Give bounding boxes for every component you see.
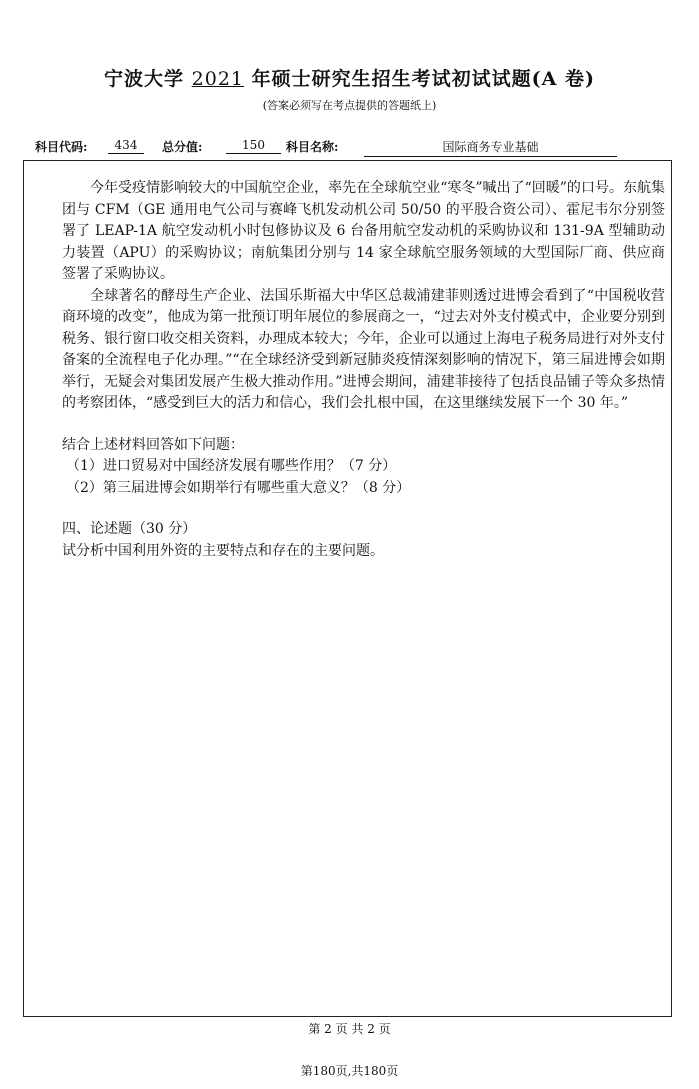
material-paragraph-2: 全球著名的酵母生产企业、法国乐斯福大中华区总裁浦建菲则透过进博会看到了“中国税收营商环境的改变”，他成为第一批预订明年展位的参展商之一，“过去对外支付模式中，企业要分别到税务、银行窗口收交相关资料，办理成本较大；今年，企业可以通过上海电子税务局进行对外支付备案的全流程电子化办理。”“在全球经济受到新冠肺炎疫情深刻影响的情况下，第三届进博会如期举行，无疑会对集团发展产生极大推动作用。”进博会期间，浦建菲接待了包括良品铺子等众多热情的考察团体，“感受到巨大的活力和信心，我们会扎根中国，在这里继续发展下一个 30 年。” <box>62 287 665 411</box>
section-4-title: 四、论述题（30 分） <box>62 521 197 537</box>
subject-meta-row <box>35 138 620 158</box>
section-4-question: 试分析中国利用外资的主要特点和存在的主要问题。 <box>62 542 384 559</box>
subject-name-value: 国际商务专业基础 <box>364 138 617 157</box>
document-page-counter: 第180页,共180页 <box>300 1064 399 1078</box>
exam-subtitle: (答案必须写在考点提供的答题纸上) <box>262 99 437 112</box>
exam-title <box>0 64 699 91</box>
total-score-value: 150 <box>226 138 281 154</box>
title-suffix: 年硕士研究生招生考试初试试题(A 卷) <box>244 68 595 90</box>
question-prompt: 结合上述材料回答如下问题： <box>62 436 244 453</box>
material-paragraph-1: 今年受疫情影响较大的中国航空企业，率先在全球航空业“寒冬”喊出了“回暖”的口号。东航集团与 CFM（GE 通用电气公司与赛峰飞机发动机公司 50/50 的平股合资公司）、霍尼韦尔分别签署了 LEAP-1A 航空发动机小时包修协议及 6 台备用航空发动机的采购协议和 131-9A 型辅助动力装置（APU）的采购协议；南航集团分别与 14 家全球航空服务领域的大型国际厂商、供应商签署了采购协议。 <box>62 180 665 282</box>
subject-code-value: 434 <box>108 138 144 154</box>
question-1: （1）进口贸易对中国经济发展有哪些作用？（7 分） <box>66 458 397 474</box>
subject-name-label: 科目名称: <box>286 140 339 154</box>
title-year: 2021 <box>191 68 245 90</box>
title-prefix: 宁波大学 <box>104 68 192 90</box>
exam-content <box>62 178 665 562</box>
question-2: （2）第三届进博会如期举行有哪些重大意义？（8 分） <box>66 479 411 496</box>
subject-code-label: 科目代码: <box>35 140 88 154</box>
page-number: 第 2 页 共 2 页 <box>308 1022 391 1036</box>
total-score-label: 总分值: <box>162 140 203 154</box>
